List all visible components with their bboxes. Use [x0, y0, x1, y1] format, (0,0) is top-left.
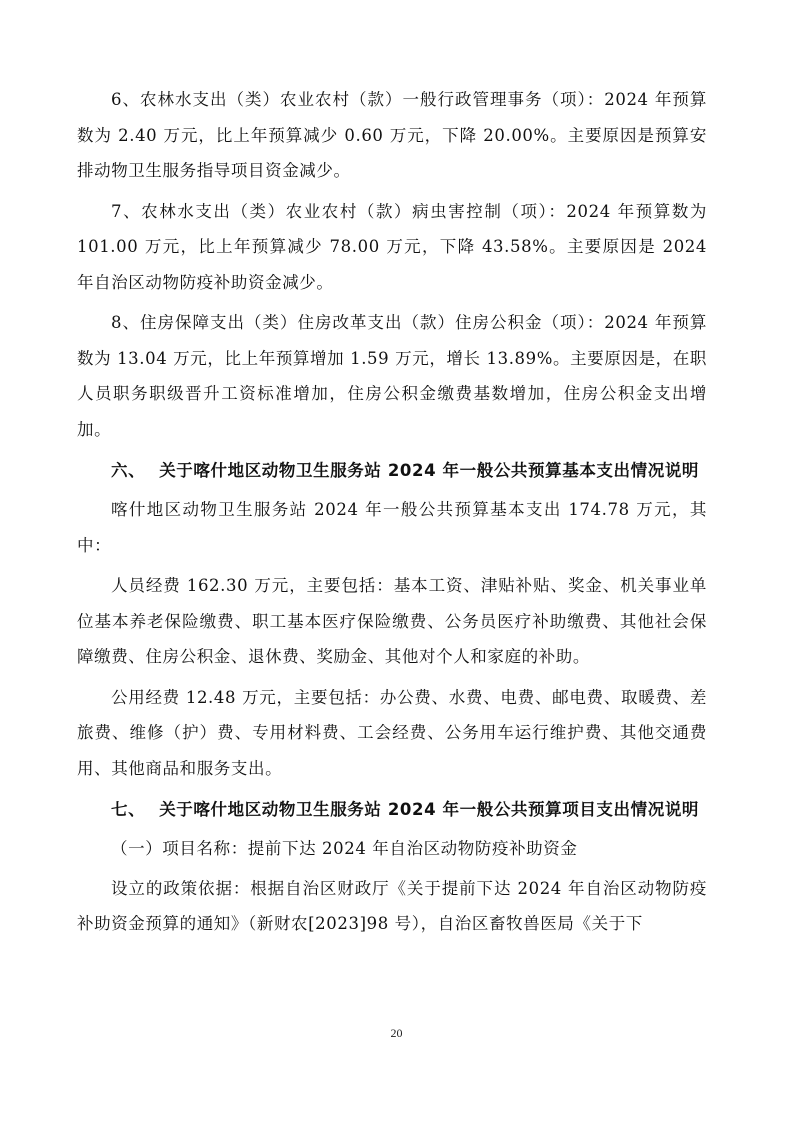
- personnel-expenses-paragraph: 人员经费 162.30 万元，主要包括：基本工资、津贴补贴、奖金、机关事业单位基本养老保险缴费、职工基本医疗保险缴费、公务员医疗补助缴费、其他社会保障缴费、住房公积金、退休费、奖励金、其他对个人和家庭的补助。: [77, 576, 707, 666]
- section-six-title: 关于喀什地区动物卫生服务站 2024 年一般公共预算基本支出情况说明: [159, 461, 700, 480]
- policy-basis-paragraph: 设立的政策依据：根据自治区财政厅《关于提前下达 2024 年自治区动物防疫补助资金预算的通知》（新财农[2023]98 号），自治区畜牧兽医局《关于下: [77, 878, 707, 933]
- section-seven-heading: [77, 791, 707, 829]
- paragraph-item-6: 6、农林水支出（类）农业农村（款）一般行政管理事务（项）：2024 年预算数为 2.40 万元，比上年预算减少 0.60 万元，下降 20.00%。主要原因是预算安排动物卫生服务指导项目资金减少。: [77, 90, 707, 180]
- paragraph-item-7: 7、农林水支出（类）农业农村（款）病虫害控制（项）：2024 年预算数为 101.00 万元，比上年预算减少 78.00 万元，下降 43.58%。主要原因是 2024 年自治区动物防疫补助资金减少。: [77, 201, 707, 292]
- project-name-line: （一）项目名称：提前下达 2024 年自治区动物防疫补助资金: [111, 839, 578, 858]
- section-seven-title: 关于喀什地区动物卫生服务站 2024 年一般公共预算项目支出情况说明: [159, 800, 700, 819]
- page-number: 20: [390, 1026, 403, 1040]
- section-six-heading: [77, 452, 707, 490]
- section-seven-number: 七、: [111, 800, 146, 819]
- public-expenses-paragraph: 公用经费 12.48 万元，主要包括：办公费、水费、电费、邮电费、取暖费、差旅费、维修（护）费、专用材料费、工会经费、公务用车运行维护费、其他交通费用、其他商品和服务支出。: [77, 687, 707, 778]
- paragraph-item-8: 8、住房保障支出（类）住房改革支出（款）住房公积金（项）：2024 年预算数为 13.04 万元，比上年预算增加 1.59 万元，增长 13.89%。主要原因是，在职人员职务职级晋升工资标准增加，住房公积金缴费基数增加，住房公积金支出增加。: [77, 313, 707, 439]
- basic-expenditure-intro: 喀什地区动物卫生服务站 2024 年一般公共预算基本支出 174.78 万元，其中：: [77, 500, 707, 555]
- page-content: [77, 82, 707, 947]
- section-six-number: 六、: [111, 461, 146, 480]
